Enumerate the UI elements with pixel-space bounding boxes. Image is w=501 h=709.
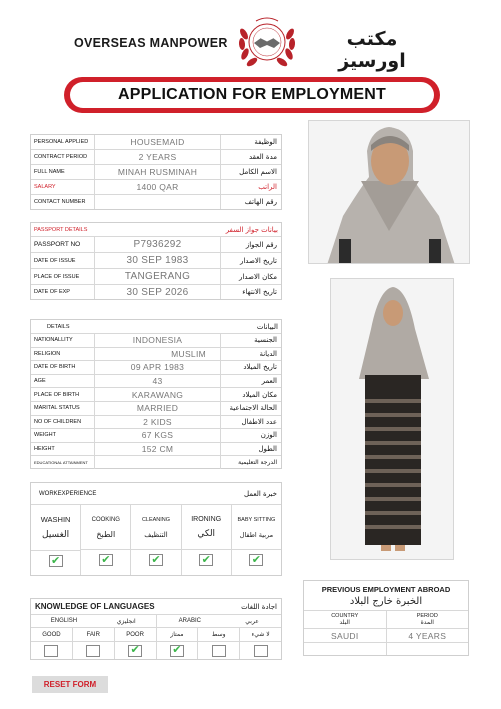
personal-value[interactable]: 2 YEARS [138,152,177,162]
details-title-ar: البيانات [256,322,278,331]
details-row [31,375,281,389]
skill-checkbox[interactable] [81,549,130,570]
full-body-photo [330,278,454,560]
details-label: MARITAL STATUS [34,405,80,412]
arabic-level-label: لا شيء [251,631,270,638]
details-value[interactable]: 43 [152,376,163,387]
details-table [30,319,282,469]
details-value[interactable]: INDONESIA [132,335,183,346]
passport-label-ar: تاريخ الانتهاء [242,288,277,296]
passport-row [31,285,281,299]
reset-form-label: RESET FORM [43,680,97,689]
personal-row [31,135,281,150]
form-title-banner [64,77,440,113]
personal-label-ar: الاسم الكامل [239,168,277,176]
passport-row [31,237,281,253]
english-level-label: POOR [126,631,144,638]
details-row [31,443,281,457]
skill-label: WASHIN [40,515,71,524]
skill-label-ar: مربية اطفال [239,531,274,539]
english-level-label: FAIR [86,631,100,638]
company-name-ar: مكتب اورسيز [338,28,406,72]
form-title: APPLICATION FOR EMPLOYMENT [117,86,386,103]
experience-title-ar: خبرة العمل [244,489,277,498]
personal-label: FULL NAME [34,169,65,175]
skill-label-ar: الكي [197,529,216,539]
experience-header-row [31,483,281,505]
details-value[interactable]: KARAWANG [131,389,184,400]
details-row [31,348,281,362]
personal-label: PERSONAL APPLIED [34,139,89,145]
personal-info-table [30,134,282,210]
country-header-ar: البلد [339,619,350,626]
details-row [31,361,281,375]
skill-column-washing [31,505,81,575]
check-icon: ✔ [149,554,163,566]
details-row [31,456,281,469]
passport-row [31,269,281,285]
details-label: NATIONALLITY [34,337,73,344]
skill-label: CLEANING [141,517,171,523]
country-header: COUNTRY [331,613,359,619]
details-value[interactable]: 67 KGS [141,430,174,441]
passport-row [31,253,281,269]
details-label-ar: مكان الميلاد [242,390,277,399]
english-label: ENGLISH [50,618,78,624]
passport-value[interactable]: 30 SEP 2026 [126,286,189,298]
arabic-poor-checkbox[interactable] [254,645,268,657]
languages-title: KNOWLEDGE OF LANGUAGES [35,602,155,611]
english-level-label: GOOD [42,631,61,638]
passport-value[interactable]: P7936292 [133,239,182,250]
details-label: EDUCATIONAL ATTAINMENT [34,460,88,466]
passport-label-ar: مكان الاصدار [239,272,277,281]
details-label-ar: الحالة الاجتماعية [229,404,277,413]
details-label-ar: الجنسية [254,336,277,345]
personal-label-ar: مدة العقد [249,153,277,161]
passport-label: PLACE OF ISSUE [34,273,80,280]
experience-title: WORKEXPERIENCE [39,490,97,497]
passport-value[interactable]: TANGERANG [124,271,191,282]
check-icon: ✔ [49,555,63,567]
skill-label-ar: الغسيل [42,530,70,540]
details-row [31,416,281,430]
details-label: DATE OF BIRTH [34,364,76,371]
previous-country-value[interactable]: SAUDI [331,630,359,641]
details-label-ar: الدرجة التعليمية [238,459,277,467]
personal-label: CONTRACT PERIOD [34,154,88,160]
details-label-ar: العمر [261,377,277,386]
check-icon: ✔ [130,644,140,656]
reset-form-button[interactable] [32,676,108,693]
passport-label: PASSPORT NO [34,241,81,248]
details-label: AGE [34,378,46,385]
skill-checkbox[interactable] [31,550,80,571]
previous-employment-table [303,580,469,656]
skill-column-ironing [182,505,232,575]
details-value[interactable]: MUSLIM [171,348,206,359]
previous-title-ar: الخبرة خارج البلاد [349,595,423,607]
details-label: NO OF CHILDREN [34,418,82,425]
passport-label: DATE OF ISSUE [34,257,76,264]
skill-column-cooking [81,505,131,575]
arabic-label: ARABIC [178,618,201,624]
personal-row [31,195,281,209]
check-icon: ✔ [99,554,113,566]
previous-data-row [304,629,468,643]
salary-label-ar: الراتب [258,183,277,191]
arabic-label-ar: عربي [245,617,259,625]
personal-row [31,165,281,180]
details-label: HEIGHT [34,446,55,453]
details-row [31,388,281,402]
skill-label-ar: الطبخ [96,530,116,539]
language-checks-row [31,642,281,659]
portrait-photo-image [309,121,470,264]
details-value[interactable]: 09 APR 1983 [130,362,185,373]
skill-label-ar: التنظيف [144,531,168,539]
passport-title-ar: بيانات جواز السفر [225,225,278,234]
details-row [31,429,281,443]
period-header: PERIOD [416,613,438,619]
personal-label-ar: الوظيفة [254,138,277,146]
details-row [31,334,281,348]
details-label-ar: عدد الاطفال [241,417,277,426]
skill-column-baby-sitting [232,505,281,575]
details-label-ar: الديانة [259,349,277,358]
passport-details-table [30,222,282,300]
personal-value[interactable]: HOUSEMAID [130,137,185,147]
language-names-row [31,615,281,628]
salary-label: SALARY [34,184,56,190]
arabic-good-checkbox[interactable] [170,645,184,657]
salary-value[interactable]: 1400 QAR [136,182,179,192]
full-body-photo-image [331,279,454,560]
passport-value[interactable]: 30 SEP 1983 [126,255,189,266]
arabic-level-label: وسط [211,631,226,638]
arabic-fair-checkbox[interactable] [212,645,226,657]
passport-label-ar: تاريخ الاصدار [239,256,277,265]
skill-label: COOKING [91,517,120,523]
details-label-ar: تاريخ الميلاد [243,363,277,372]
english-label-ar: انجليزي [116,617,136,625]
english-good-checkbox[interactable] [44,645,58,657]
details-value[interactable]: MARRIED [136,403,179,414]
details-title: DETAILS [47,323,70,330]
previous-title-row [304,581,468,611]
skill-checkbox[interactable] [131,549,180,570]
period-header-ar: المدة [420,619,434,626]
check-icon: ✔ [172,644,182,656]
arabic-level-label: ممتاز [170,631,184,638]
previous-period-value[interactable]: 4 YEARS [408,630,447,641]
personal-value[interactable]: MINAH RUSMINAH [117,167,198,177]
languages-title-ar: اجادة اللغات [241,602,277,611]
details-label-ar: الوزن [260,431,277,440]
details-label: RELIGION [34,350,61,357]
previous-empty-row [304,643,468,655]
handshake-laurel-logo-icon [234,12,300,72]
company-logo [234,12,300,72]
passport-header-row [31,223,281,237]
details-row [31,402,281,416]
check-icon: ✔ [249,554,263,566]
portrait-photo [308,120,470,264]
previous-title: PREVIOUS EMPLOYMENT ABROAD [321,584,451,594]
details-header-row [31,320,281,334]
personal-row [31,180,281,195]
passport-label-ar: رقم الجواز [245,240,277,249]
details-label: PLACE OF BIRTH [34,391,80,398]
personal-label: CONTACT NUMBER [34,199,86,205]
skill-label: BABY SITTING [237,517,276,523]
details-label: WEIGHT [34,432,56,439]
passport-label: DATE OF EXP [34,289,70,295]
skill-checkbox[interactable] [182,549,231,570]
details-value[interactable]: 2 KIDS [143,416,172,427]
company-name-en: OVERSEAS MANPOWER [74,36,228,50]
check-icon: ✔ [199,554,213,566]
details-label-ar: الطول [258,445,277,454]
passport-title: PASSPORT DETAILS [34,226,88,233]
language-levels-row [31,628,281,642]
skill-checkbox[interactable] [232,549,281,570]
skill-column-cleaning [131,505,181,575]
english-poor-checkbox[interactable] [128,645,142,657]
personal-label-ar: رقم الهاتف [244,198,277,206]
personal-row [31,150,281,165]
skill-label: IRONING [191,516,222,523]
languages-header-row [31,599,281,615]
work-experience-table [30,482,282,576]
details-value[interactable]: 152 CM [141,444,174,455]
previous-header-row [304,611,468,629]
languages-table [30,598,282,660]
english-fair-checkbox[interactable] [86,645,100,657]
